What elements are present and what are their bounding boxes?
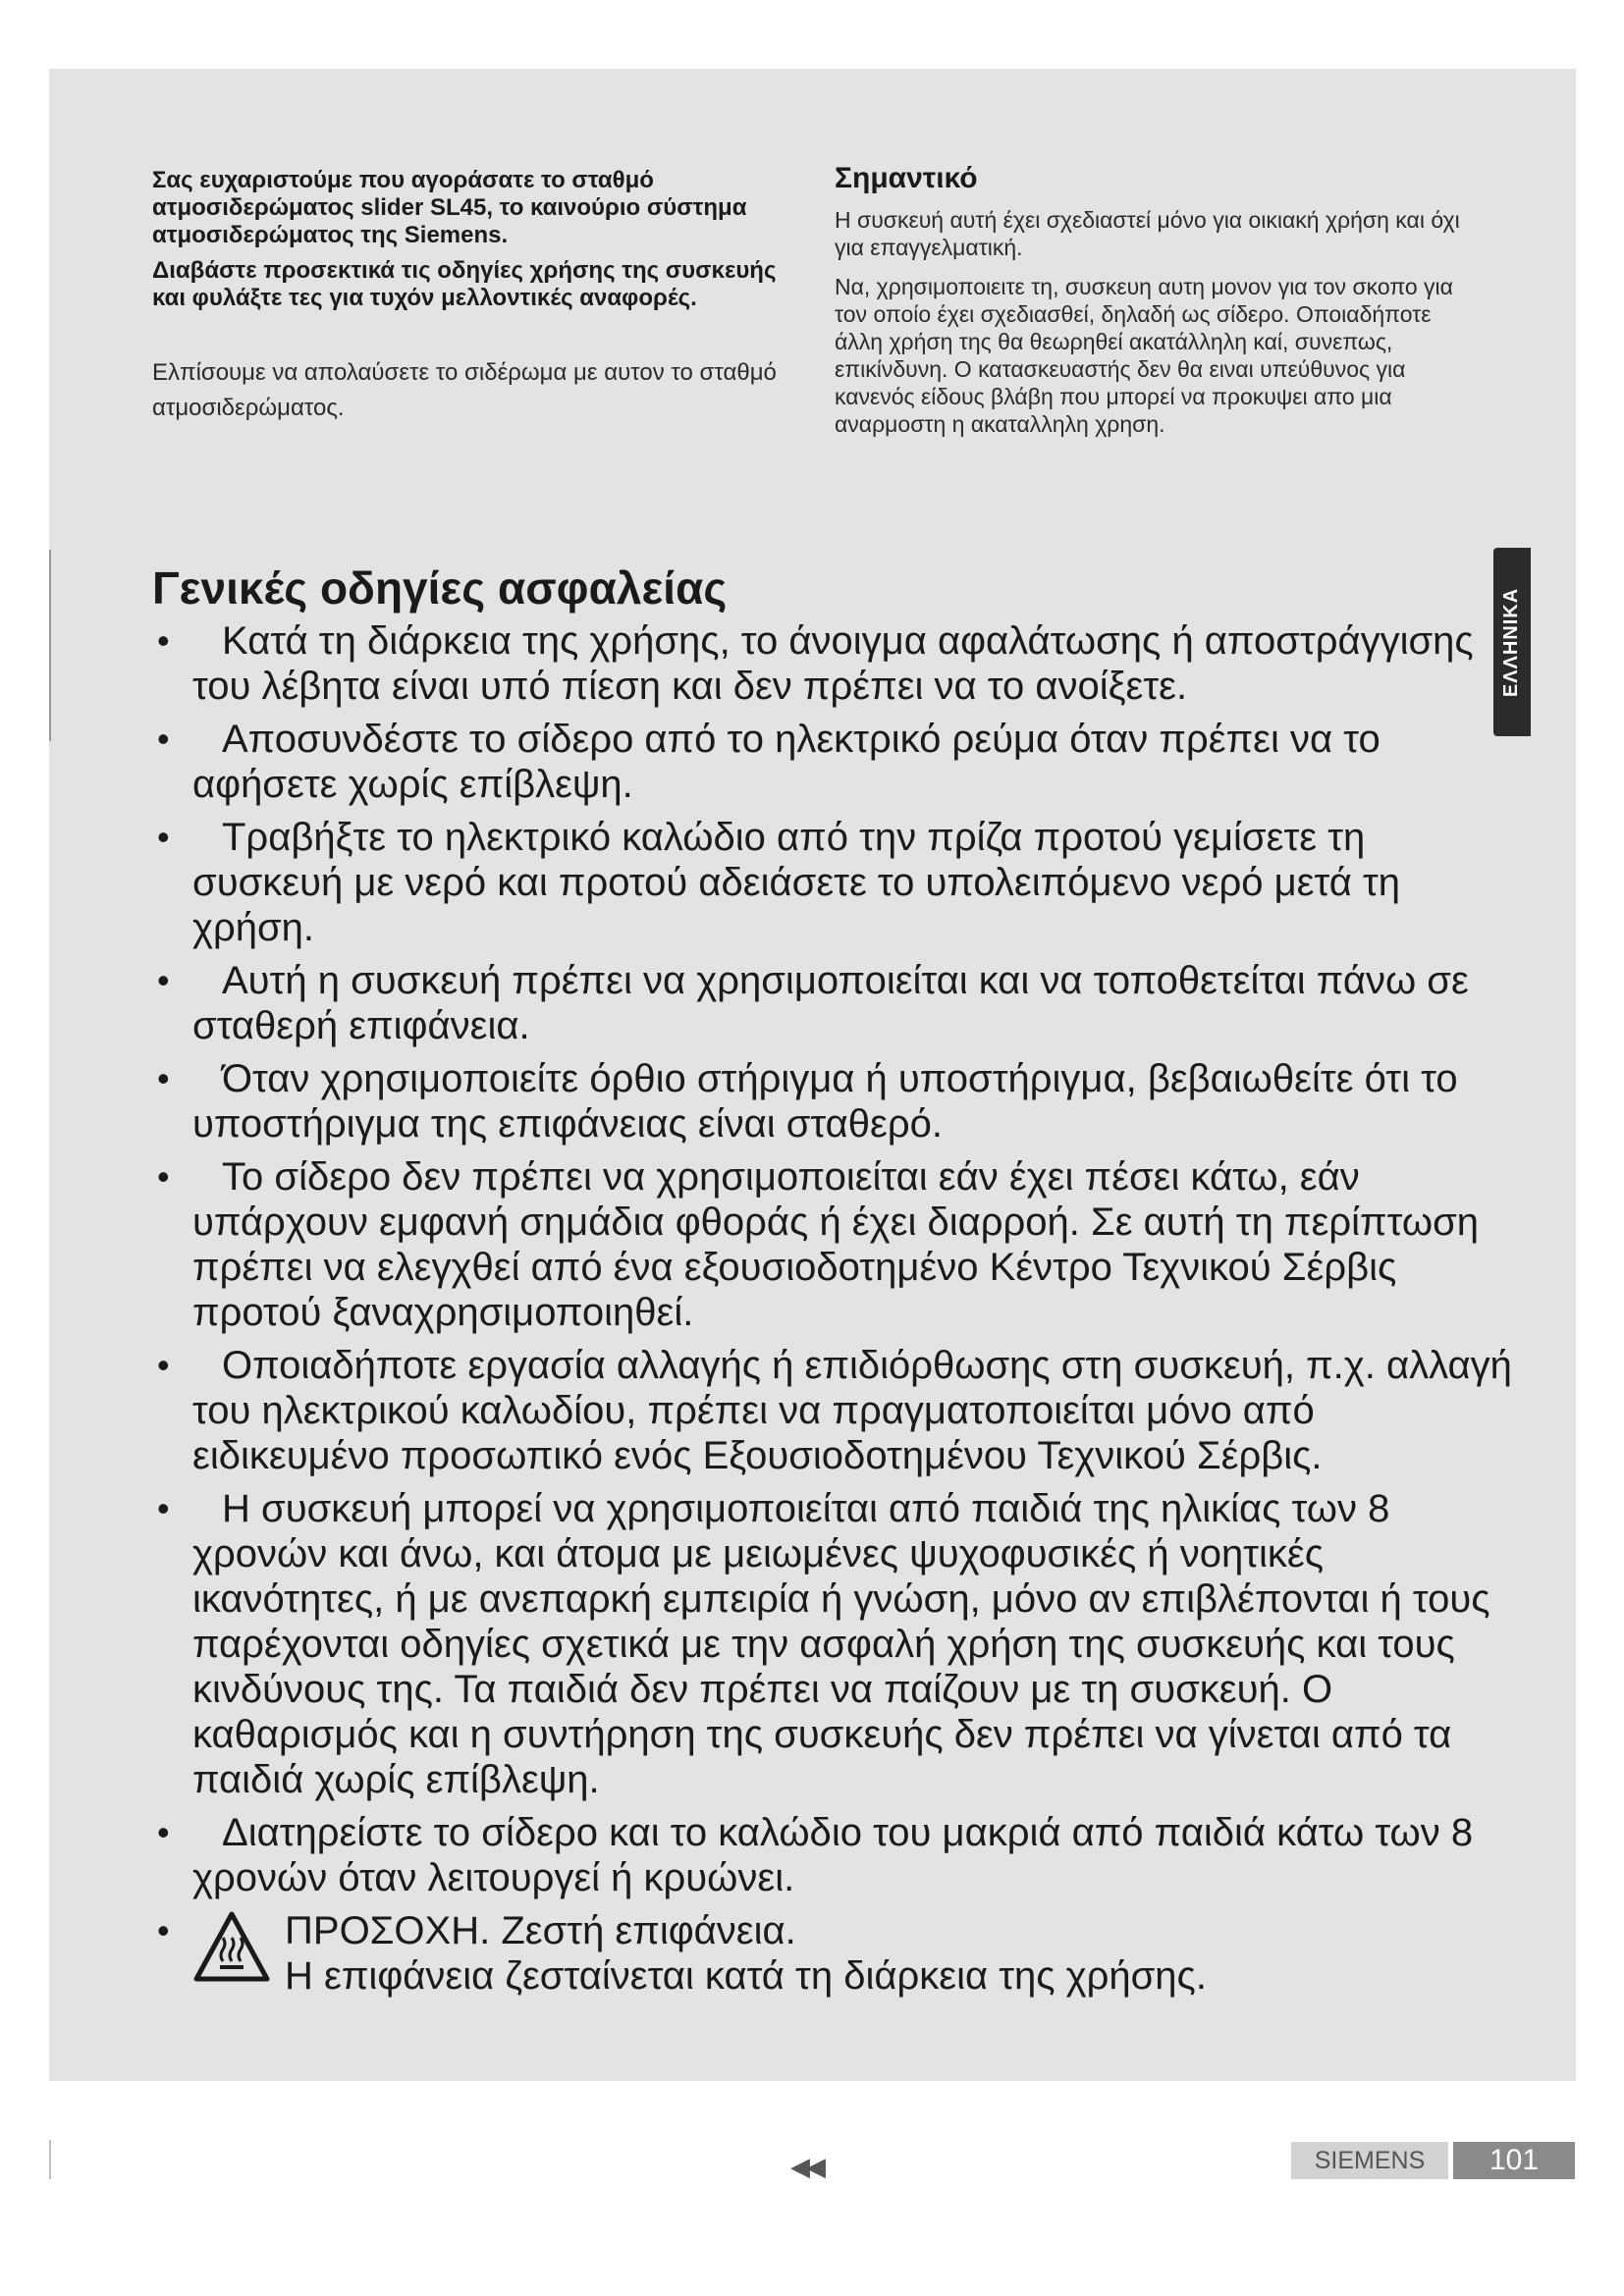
safety-list [157, 618, 1512, 2006]
bullet-icon: • [157, 817, 170, 857]
list-item-text: Αυτή η συσκευή πρέπει να χρησιμοποιείται και να τοποθετείται πάνω σε σταθερή επιφάνεια. [192, 959, 1469, 1047]
bullet-icon: • [157, 960, 170, 1000]
language-tab-label: ΕΛΛΗΝΙΚΑ [1500, 587, 1523, 697]
bullet-icon: • [157, 719, 170, 759]
intro-thanks: Σας ευχαριστούμε που αγοράσατε το σταθμό ατμοσιδερώματος slider SL45, το καινούριο σύστημα ατμοσιδερώματος της Siemens. [152, 167, 747, 248]
list-item-text: Οποιαδήποτε εργασία αλλαγής ή επιδιόρθωσης στη συσκευή, π.χ. αλλαγή του ηλεκτρικού καλωδίου, πρέπει να πραγματοποιείται μόνο από ειδικευμένο προσωπικό ενός Εξουσιοδοτημένου Τεχνικού Σέρβις. [192, 1344, 1512, 1477]
important-paragraph-2: Να, χρησιμοποιειτε τη, συσκευη αυτη μονον για τον σκοπο για τον οποίο έχει σχεδιασθεί, δηλαδή ως σίδερο. Οποιαδήποτε άλλη χρήση της θα θεωρηθεί ακατάλληλη καί, συνεπως, επικίνδυνη. Ο κατασκευαστής δεν θα ειναι υπεύθυνος για κανενός είδους βλάβη που μπορεί να προκυψει απο μια αναρμοστη η ακαταλληλη χρηση. [835, 274, 1453, 437]
important-section [835, 162, 1473, 450]
list-item-text: Η συσκευή μπορεί να χρησιμοποιείται από παιδιά της ηλικίας των 8 χρονών και άνω, και άτομα με μειωμένες ψυχοφυσικές ή νοητικές ικανότητες, ή με ανεπαρκή εμπειρία ή γνώση, μόνο αν επιβλέπονται ή τους παρέχονται οδηγίες σχετικά με την ασφαλή χρήση της συσκευής και τους κινδύνους της. Τα παιδιά δεν πρέπει να παίζουν με τη συσκευή. Ο καθαρισμός και η συντήρηση της συσκευής δεν πρέπει να γίνεται από τα παιδιά χωρίς επίβλεψη. [192, 1487, 1490, 1801]
list-item-text: Κατά τη διάρκεια της χρήσης, το άνοιγμα αφαλάτωσης ή αποστράγγισης του λέβητα είναι υπό πίεση και δεν πρέπει να το ανοίξετε. [192, 619, 1474, 708]
warning-line-1: ΠΡΟΣΟΧΗ. Ζεστή επιφάνεια. [285, 1909, 796, 1952]
hot-surface-warning-icon [192, 1908, 271, 1987]
list-item [157, 1343, 1512, 1478]
bullet-icon: • [157, 1488, 170, 1528]
safety-title: Γενικές οδηγίες ασφαλείας [152, 562, 728, 614]
list-item [157, 717, 1512, 807]
previous-page-arrows-icon[interactable]: ◀◀ [790, 2152, 822, 2181]
bullet-icon: • [157, 1156, 170, 1197]
intro-section [152, 167, 781, 426]
important-title: Σημαντικό [835, 162, 978, 194]
warning-row [192, 1908, 1512, 1999]
warning-line-2: Η επιφάνεια ζεσταίνεται κατά τη διάρκεια της χρήσης. [285, 1954, 1207, 1998]
bullet-icon: • [157, 1345, 170, 1385]
list-item [157, 958, 1512, 1048]
intro-hope: Ελπίσουμε να απολαύσετε το σιδέρωμα με αυτον το σταθμό ατμοσιδερώματος. [152, 359, 777, 421]
list-item-text: Όταν χρησιμοποιείτε όρθιο στήριγμα ή υποστήριγμα, βεβαιωθείτε ότι το υποστήριγμα της επιφάνειας είναι σταθερό. [192, 1057, 1458, 1146]
warning-item [157, 1908, 1512, 1999]
warning-text-block [285, 1908, 1207, 1999]
list-item [157, 815, 1512, 950]
list-item-text: Διατηρείστε το σίδερο και το καλώδιο του μακριά από παιδιά κάτω των 8 χρονών όταν λειτουργεί ή κρυώνει. [192, 1811, 1474, 1899]
page-number: 101 [1453, 2142, 1575, 2179]
footer-rule [49, 2140, 51, 2179]
intro-read-instructions: Διαβάστε προσεκτικά τις οδηγίες χρήσης της συσκευής και φυλάξτε τες για τυχόν μελλοντικές αναφορές. [152, 257, 777, 311]
list-item [157, 1056, 1512, 1147]
bullet-icon: • [157, 1058, 170, 1098]
list-item [157, 1486, 1512, 1802]
list-item-text: Τραβήξτε το ηλεκτρικό καλώδιο από την πρίζα προτού γεμίσετε τη συσκευή με νερό και προτού αδειάσετε το υπολειπόμενο νερό μετά τη χρήση. [192, 816, 1401, 949]
brand-label: SIEMENS [1291, 2142, 1448, 2179]
list-item-text: Αποσυνδέστε το σίδερο από το ηλεκτρικό ρεύμα όταν πρέπει να το αφήσετε χωρίς επίβλεψη. [192, 718, 1380, 806]
list-item [157, 1810, 1512, 1900]
list-item [157, 618, 1512, 709]
list-item [157, 1154, 1512, 1335]
margin-rule [49, 550, 51, 741]
bullet-icon: • [157, 1910, 170, 1950]
bullet-icon: • [157, 1812, 170, 1852]
important-paragraph-1: Η συσκευή αυτή έχει σχεδιαστεί μόνο για οικιακή χρήση και όχι για επαγγελματική. [835, 207, 1460, 260]
list-item-text: Το σίδερο δεν πρέπει να χρησιμοποιείται εάν έχει πέσει κάτω, εάν υπάρχουν εμφανή σημάδια φθοράς ή έχει διαρροή. Σε αυτή τη περίπτωση πρέπει να ελεγχθεί από ένα εξουσιοδοτημένο Κέντρο Τεχνικού Σέρβις προτού ξαναχρησιμοποιηθεί. [192, 1155, 1480, 1334]
bullet-icon: • [157, 620, 170, 661]
